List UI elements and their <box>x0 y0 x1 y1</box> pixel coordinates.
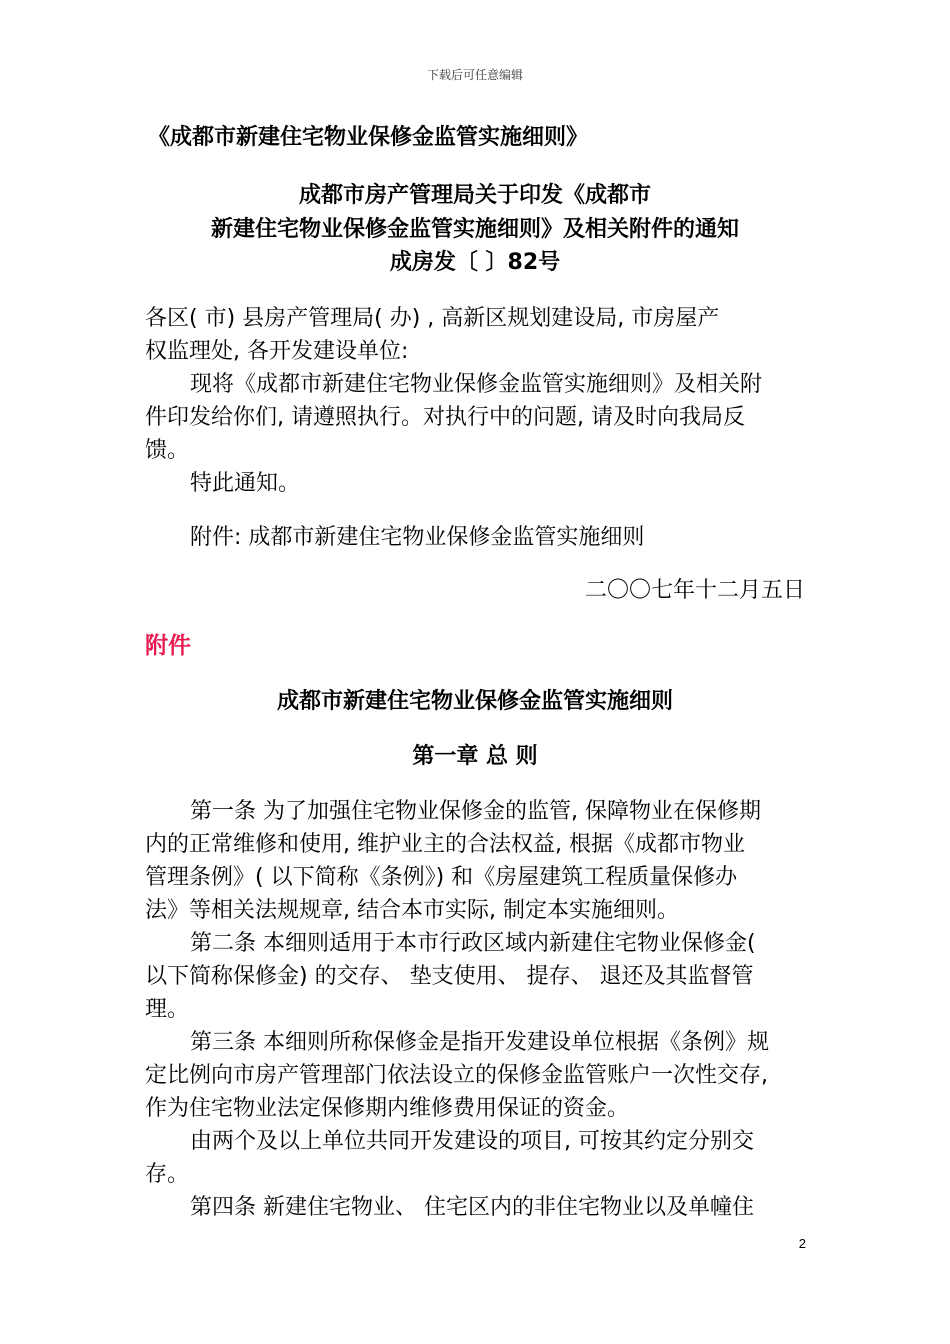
rules-line: 作为住宅物业法定保修期内维修费用保证的资金。 <box>145 1096 630 1121</box>
rules-line: 存。 <box>145 1162 190 1187</box>
rules-line: 内的正常维修和使用, 维护业主的合法权益, 根据《成都市物业 <box>145 832 745 857</box>
notice-title-line-1: 成都市房产管理局关于印发《成都市 <box>298 183 651 208</box>
rules-line: 定比例向市房产管理部门依法设立的保修金监管账户一次性交存, <box>145 1063 768 1088</box>
notice-date: 二〇〇七年十二月五日 <box>584 578 805 603</box>
chapter-heading: 第一章 总 则 <box>412 744 538 769</box>
rules-title: 成都市新建住宅物业保修金监管实施细则 <box>276 689 673 714</box>
annex-label: 附件 <box>145 633 191 659</box>
rules-line: 第四条 新建住宅物业、 住宅区内的非住宅物业以及单幢住 <box>190 1195 754 1220</box>
header-note: 下载后可任意编辑 <box>426 68 523 82</box>
page-number: 2 <box>798 1236 806 1251</box>
addressee-line-2: 权监理处, 各开发建设单位: <box>145 339 409 364</box>
rules-line: 第三条 本细则所称保修金是指开发建设单位根据《条例》规 <box>190 1030 769 1055</box>
notice-title-line-2: 新建住宅物业保修金监管实施细则》及相关附件的通知 <box>210 217 739 242</box>
notice-paragraph-line-2: 件印发给你们, 请遵照执行。对执行中的问题, 请及时向我局反 <box>145 405 745 430</box>
notice-closing: 特此通知。 <box>190 471 301 496</box>
addressee-line-1: 各区( 市) 县房产管理局( 办) , 高新区规划建设局, 市房屋产 <box>145 306 720 331</box>
rules-line: 由两个及以上单位共同开发建设的项目, 可按其约定分别交 <box>190 1129 754 1154</box>
rules-line: 法》等相关法规规章, 结合本市实际, 制定本实施细则。 <box>145 898 679 923</box>
document-title: 《成都市新建住宅物业保修金监管实施细则》 <box>148 125 589 150</box>
notice-paragraph-line-3: 馈。 <box>145 438 190 463</box>
notice-doc-number: 成房发〔 〕82号 <box>389 250 561 275</box>
rules-line: 管理条例》( 以下简称《条例》) 和《房屋建筑工程质量保修办 <box>145 865 738 890</box>
rules-line: 第二条 本细则适用于本市行政区域内新建住宅物业保修金( <box>190 931 756 956</box>
rules-line: 理。 <box>145 997 190 1022</box>
attachment-line: 附件: 成都市新建住宅物业保修金监管实施细则 <box>190 525 645 550</box>
rules-line: 以下简称保修金) 的交存、 垫支使用、 提存、 退还及其监督管 <box>145 964 754 989</box>
rules-line: 第一条 为了加强住宅物业保修金的监管, 保障物业在保修期 <box>190 799 761 824</box>
notice-paragraph-line-1: 现将《成都市新建住宅物业保修金监管实施细则》及相关附 <box>190 372 763 397</box>
